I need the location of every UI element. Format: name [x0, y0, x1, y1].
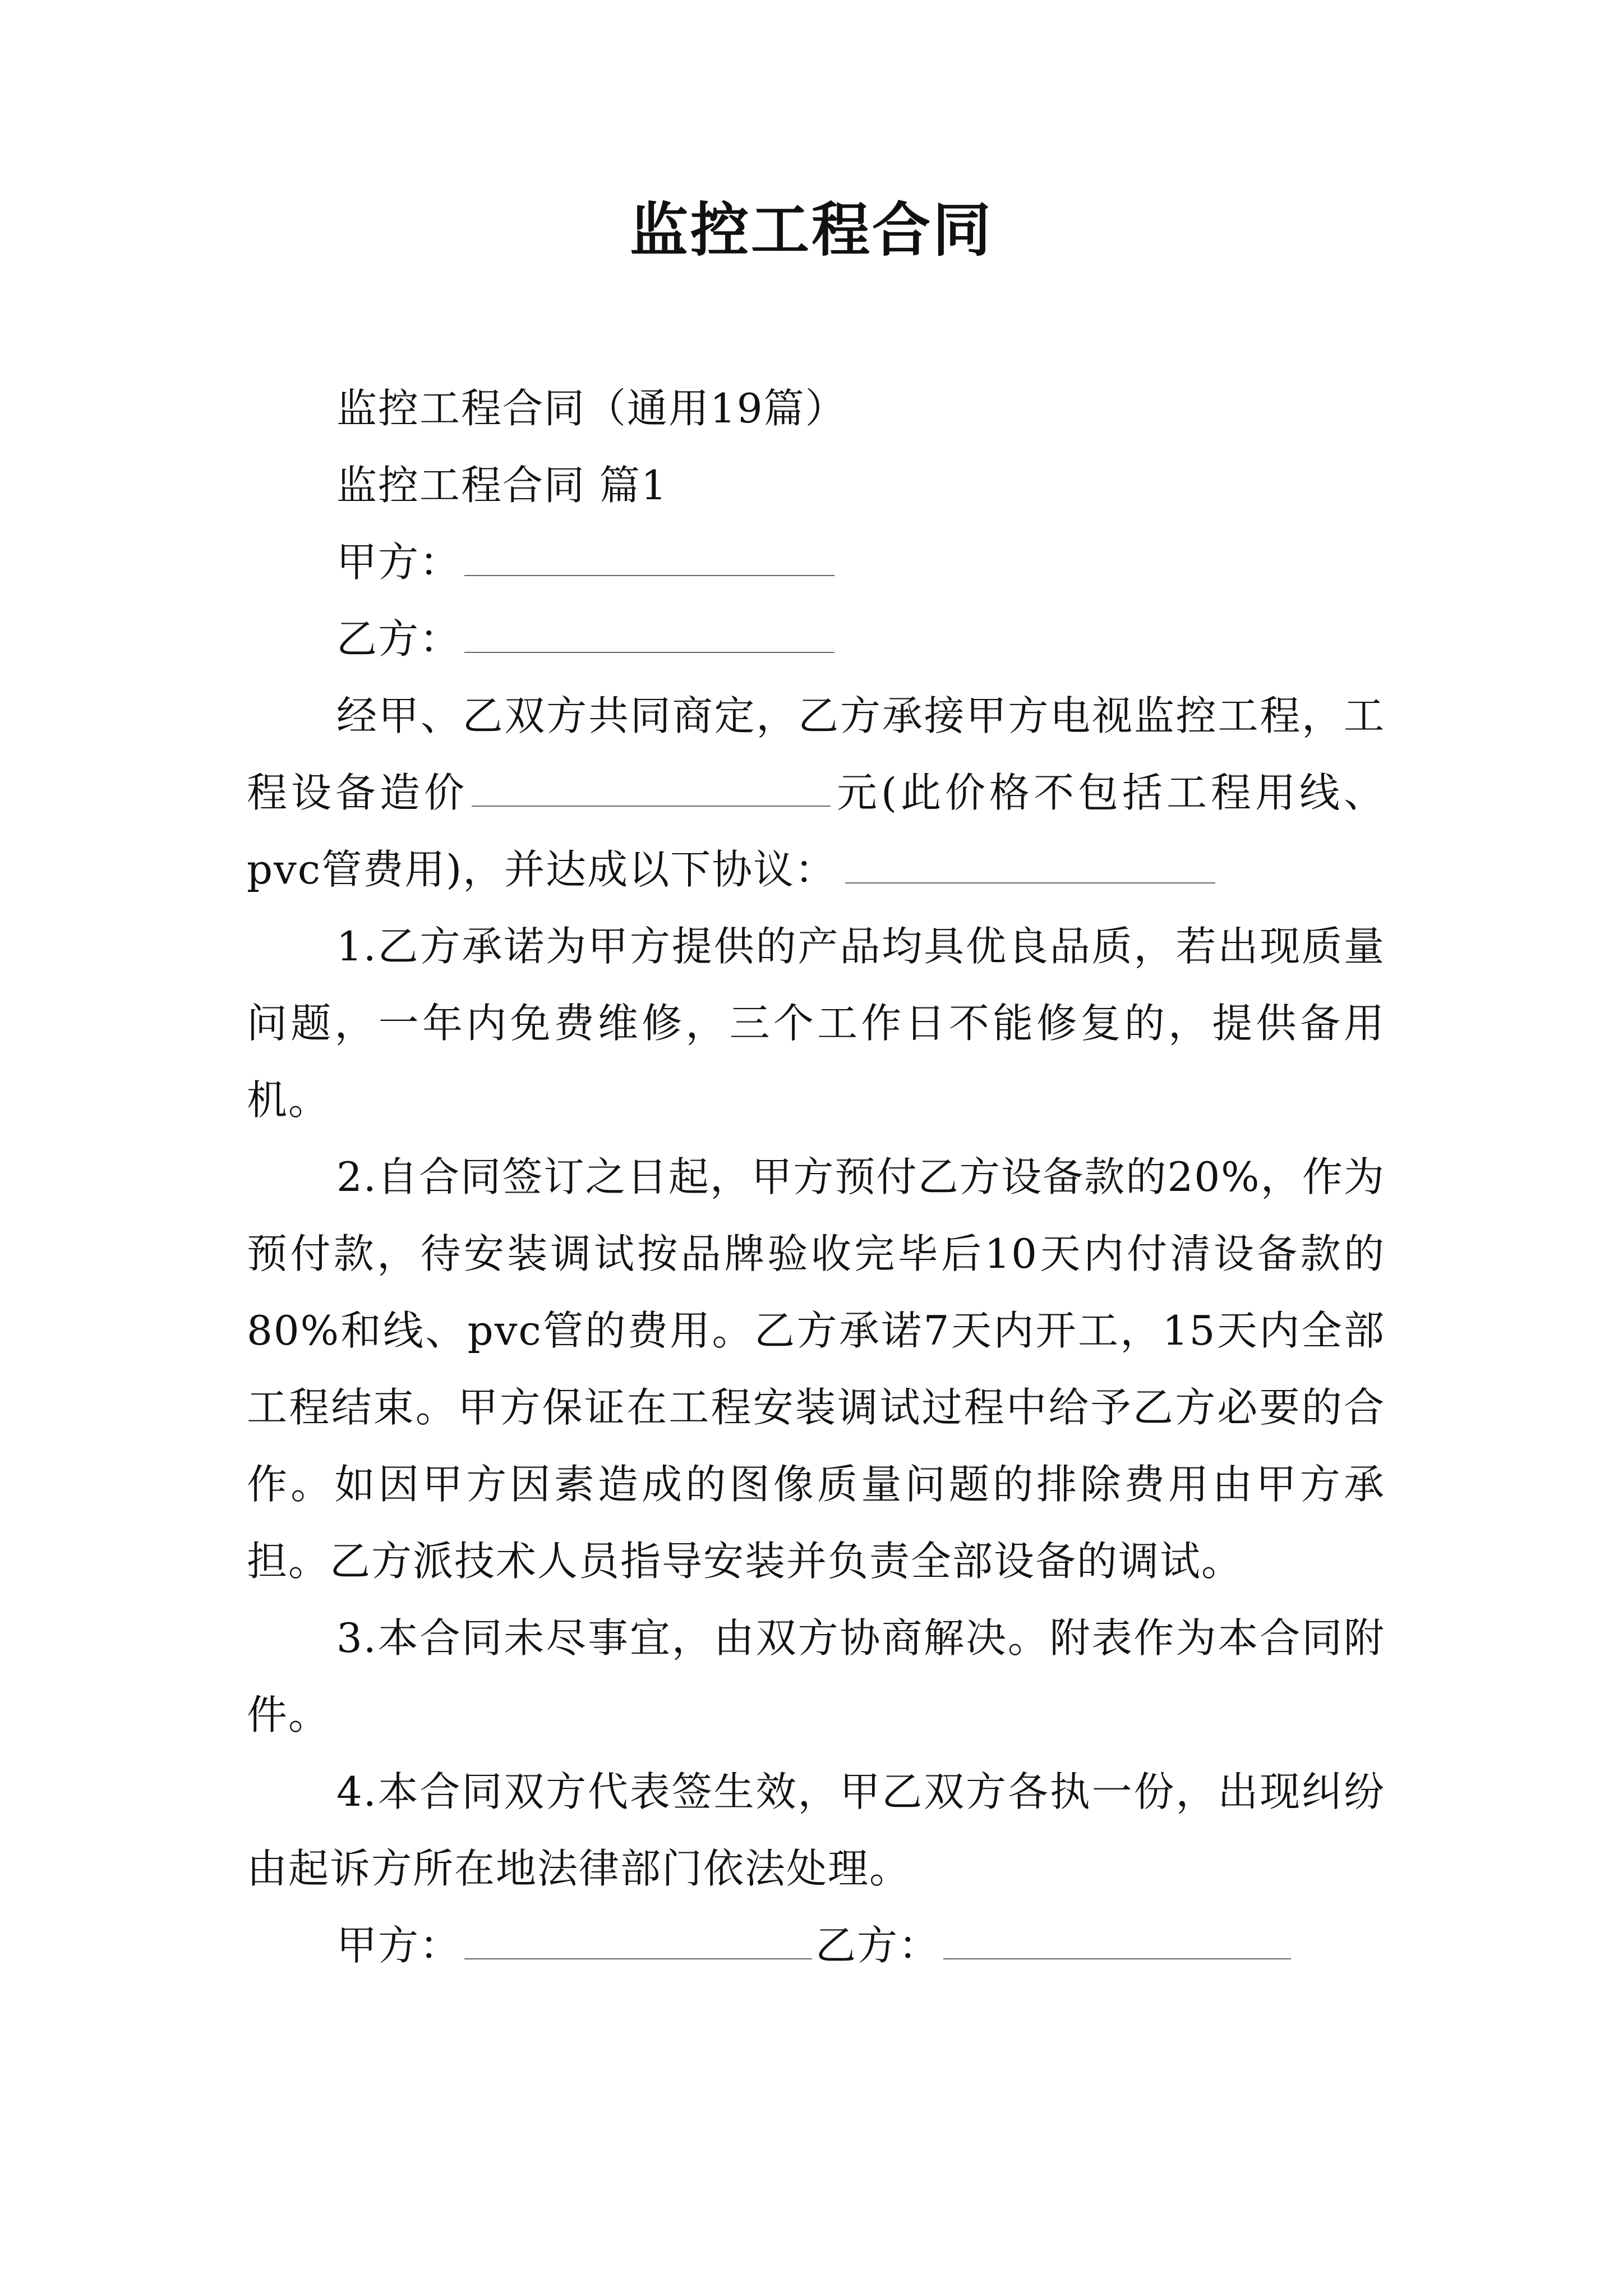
document-body: [247, 370, 1385, 1984]
document-title: 监控工程合同: [629, 195, 993, 264]
party-b-label: 乙方：: [336, 615, 462, 662]
sign-party-a-label: 甲方：: [336, 1922, 462, 1969]
sign-party-b-blank: [943, 1924, 1291, 1959]
signature-line: [247, 1907, 1385, 1984]
party-b-line: [247, 601, 1385, 678]
price-blank: [472, 771, 831, 807]
sign-party-a-blank: [464, 1924, 812, 1959]
party-a-label: 甲方：: [336, 539, 462, 586]
party-a-line: [247, 524, 1385, 601]
section-heading: 监控工程合同 篇1: [336, 462, 668, 509]
intro-paragraph: [247, 678, 1385, 908]
clause-3: 3.本合同未尽事宜，由双方协商解决。附表作为本合同附件。: [247, 1614, 1385, 1738]
clause-4: 4.本合同双方代表签生效，甲乙双方各执一份，出现纠纷由起诉方所在地法律部门依法处理。: [247, 1768, 1385, 1892]
agreement-blank: [845, 848, 1215, 884]
party-b-blank: [464, 617, 834, 653]
party-a-blank: [464, 540, 834, 576]
clause-1: 1.乙方承诺为甲方提供的产品均具优良品质，若出现质量问题，一年内免费维修，三个工作日不能修复的，提供备用机。: [247, 923, 1385, 1124]
sign-party-b-label: 乙方：: [815, 1922, 940, 1969]
document-subtitle: 监控工程合同（通用19篇）: [336, 385, 847, 432]
clause-2: 2.自合同签订之日起，甲方预付乙方设备款的20%，作为预付款，待安装调试按品牌验收完毕后10天内付清设备款的80%和线、pvc管的费用。乙方承诺7天内开工，15天内全部工程结束。甲方保证在工程安装调试过程中给予乙方必要的合作。如因甲方因素造成的图像质量问题的排除费用由甲方承担。乙方派技术人员指导安装并负责全部设备的调试。: [247, 1153, 1385, 1585]
intro-text-part2: 元(此价格不包括工程用线、pvc管费用)，并达成以下协议：: [247, 769, 1385, 893]
intro-text-part1: 经甲、乙双方共同商定，乙方承接甲方电视监控工程，工程设备造价: [247, 692, 1385, 816]
